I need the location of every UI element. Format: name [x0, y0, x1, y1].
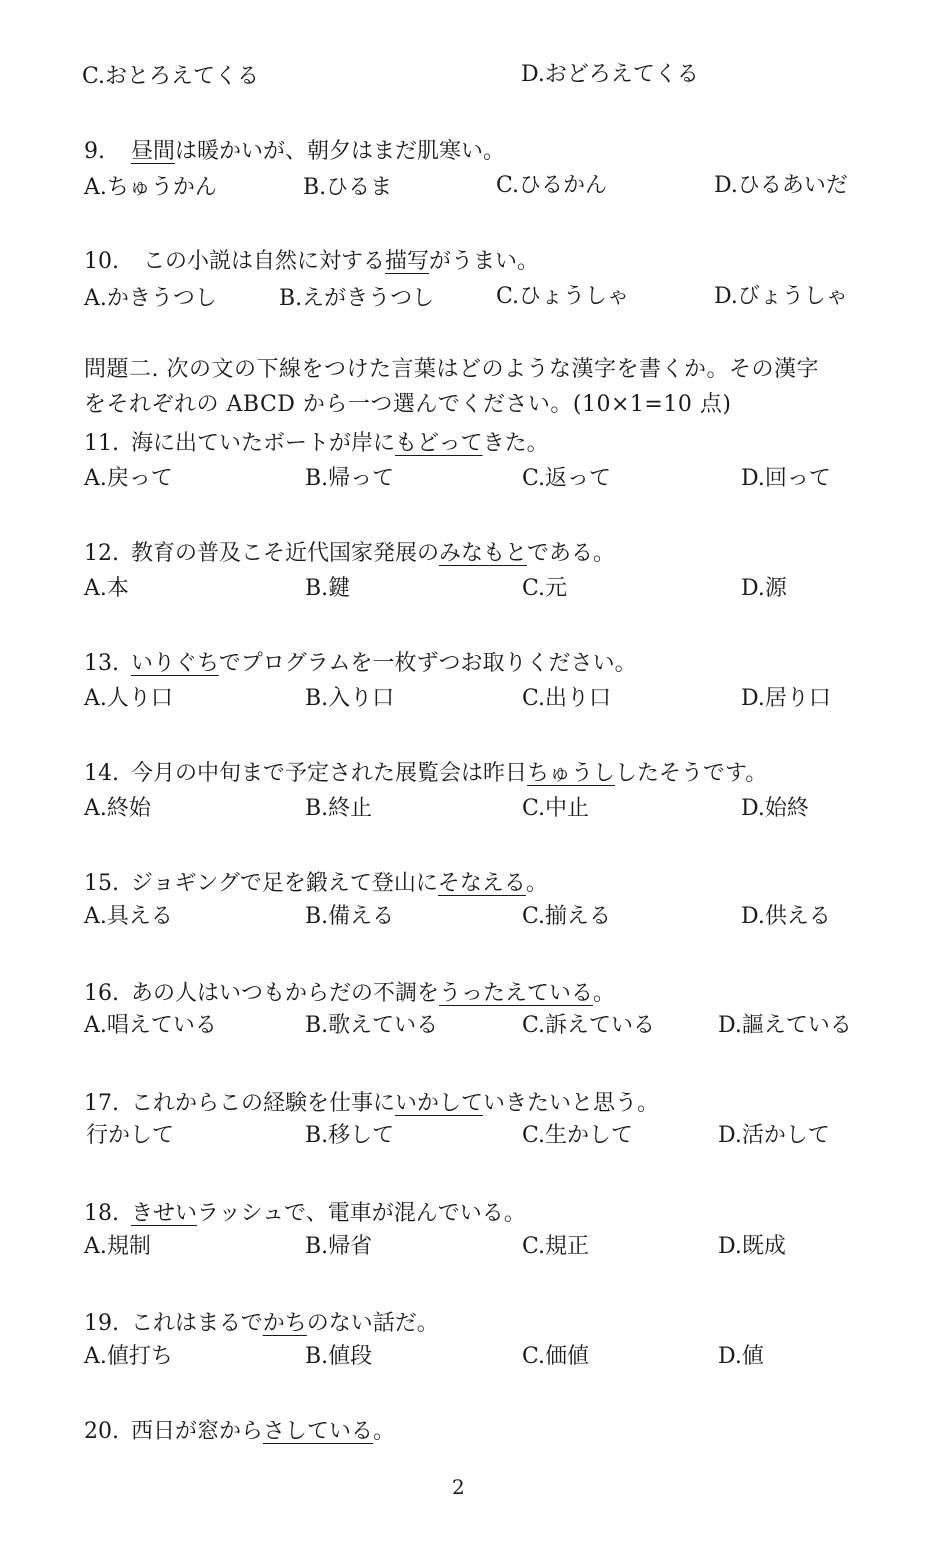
option-a: A.規制: [84, 1234, 151, 1259]
question-text-post: でプログラムを一枚ずつお取りください。: [218, 651, 637, 676]
question-number: 16.: [84, 981, 119, 1006]
option-b: B.終止: [305, 796, 373, 821]
option-b: B.備える: [305, 904, 395, 929]
underlined-word: いりぐち: [131, 651, 219, 676]
underlined-word: 描写: [385, 249, 430, 274]
option-b: B.えがきうつし: [279, 286, 435, 311]
question-number: 10.: [84, 249, 119, 274]
option-a: A.唱えている: [84, 1013, 217, 1038]
question-text-post: 。: [593, 981, 616, 1006]
underlined-word: うったえている: [439, 981, 594, 1006]
option-d: D.値: [718, 1344, 764, 1369]
question-text-pre: 教育の普及こそ近代国家発展の: [131, 541, 440, 566]
page-number: 2: [452, 1475, 465, 1499]
option-b: B.帰省: [305, 1234, 373, 1259]
option-a: A.値打ち: [84, 1344, 173, 1369]
question-text-post: きた。: [482, 431, 549, 456]
option-b: B.ひるま: [303, 175, 393, 200]
underlined-word: そなえる: [437, 871, 526, 896]
question-16: [84, 980, 615, 1008]
question-text-pre: 西日が窓から: [131, 1419, 264, 1444]
question-number: 11.: [84, 431, 119, 456]
option-a: A.本: [84, 576, 129, 601]
question-text-pre: 海に出ていたボートが岸に: [131, 431, 396, 456]
option-c: C.出り口: [522, 686, 612, 711]
underlined-word: きせい: [131, 1201, 198, 1226]
option-b: B.値段: [305, 1344, 373, 1369]
option-d: D.回って: [741, 466, 831, 491]
option-b: B.入り口: [305, 686, 395, 711]
section-instruction-line1: 問題二. 次の文の下線をつけた言葉はどのような漢字を書くか。その漢字: [84, 357, 819, 382]
question-number: 12.: [84, 541, 119, 566]
option-a: A.人り口: [84, 686, 173, 711]
option-d: D.活かして: [718, 1123, 830, 1148]
question-18: [84, 1200, 526, 1228]
question-text-post: 。: [373, 1419, 396, 1444]
option-b: B.歌えている: [305, 1013, 439, 1038]
question-number: 18.: [84, 1201, 119, 1226]
question-text-post: である。: [527, 541, 616, 566]
option-c: C.訴えている: [522, 1013, 656, 1038]
question-text-post: 。: [525, 871, 548, 896]
question-text-pre: この小説は自然に対する: [143, 249, 386, 274]
option-d: D.始終: [741, 796, 809, 821]
option-a: 行かして: [86, 1123, 175, 1148]
option-b: B.移して: [305, 1123, 395, 1148]
underlined-word: さしている: [263, 1419, 374, 1444]
underlined-word: もどって: [395, 431, 483, 456]
question-number: 19.: [84, 1311, 119, 1336]
question-number: 14.: [84, 761, 119, 786]
option-c: C.生かして: [522, 1123, 634, 1148]
question-text-post: いきたいと思う。: [483, 1091, 660, 1116]
question-text-post: のない話だ。: [306, 1311, 439, 1336]
underlined-word: みなもと: [439, 541, 528, 566]
underlined-word: いかして: [395, 1091, 484, 1116]
question-text-pre: これはまるで: [131, 1311, 263, 1336]
option-8d: D.おどろえてくる: [521, 62, 699, 87]
option-c: C.規正: [522, 1234, 590, 1259]
option-c: C.元: [522, 576, 568, 601]
question-text-post: したそうです。: [615, 761, 768, 786]
underlined-word: ちゅうし: [527, 761, 616, 786]
option-d: D.ひるあいだ: [714, 173, 848, 198]
option-c: C.ひるかん: [496, 173, 608, 198]
question-11: [84, 430, 549, 458]
option-d: D.居り口: [741, 686, 831, 711]
question-text-post: がうまい。: [429, 249, 540, 274]
option-c: C.中止: [522, 796, 590, 821]
question-number: 9.: [84, 139, 105, 164]
option-a: A.ちゅうかん: [84, 175, 217, 200]
option-c: C.返って: [522, 466, 612, 491]
question-text-post: は暖かいが、朝夕はまだ肌寒い。: [175, 139, 506, 164]
question-number: 20.: [84, 1419, 119, 1444]
option-8c: C.おとろえてくる: [82, 64, 260, 89]
option-d: D.びょうしゃ: [714, 284, 848, 309]
question-17: [84, 1090, 659, 1118]
option-c: C.価値: [522, 1344, 590, 1369]
question-text-post: ラッシュで、電車が混んでいる。: [197, 1201, 526, 1226]
question-20: [84, 1418, 395, 1446]
option-d: D.供える: [741, 904, 831, 929]
question-12: [84, 540, 615, 568]
option-c: C.ひょうしゃ: [496, 284, 630, 309]
option-b: B.鍵: [305, 576, 351, 601]
option-d: D.謳えている: [718, 1013, 852, 1038]
question-text-pre: これからこの経験を仕事に: [131, 1091, 396, 1116]
question-number: 17.: [84, 1091, 119, 1116]
option-d: D.源: [741, 576, 787, 601]
question-9: [84, 138, 505, 166]
question-10: [84, 248, 539, 276]
question-number: 15.: [84, 871, 119, 896]
option-a: A.終始: [84, 796, 151, 821]
option-a: A.具える: [84, 904, 173, 929]
question-13: [84, 650, 637, 678]
option-c: C.揃える: [522, 904, 612, 929]
question-15: [84, 870, 548, 898]
question-19: [84, 1310, 439, 1338]
question-text-pre: ジョギングで足を鍛えて登山に: [131, 871, 438, 896]
option-d: D.既成: [718, 1234, 786, 1259]
underlined-word: かち: [262, 1311, 307, 1336]
option-a: A.かきうつし: [84, 286, 217, 311]
section-instruction-line2: をそれぞれの ABCD から一つ選んでください。(10×1=10 点): [84, 392, 732, 417]
question-14: [84, 760, 767, 788]
option-b: B.帰って: [305, 466, 395, 491]
question-text-pre: あの人はいつもからだの不調を: [131, 981, 440, 1006]
option-a: A.戻って: [84, 466, 173, 491]
underlined-word: 昼間: [131, 139, 176, 164]
question-number: 13.: [84, 651, 119, 676]
question-text-pre: 今月の中旬まで予定された展覧会は昨日: [131, 761, 528, 786]
